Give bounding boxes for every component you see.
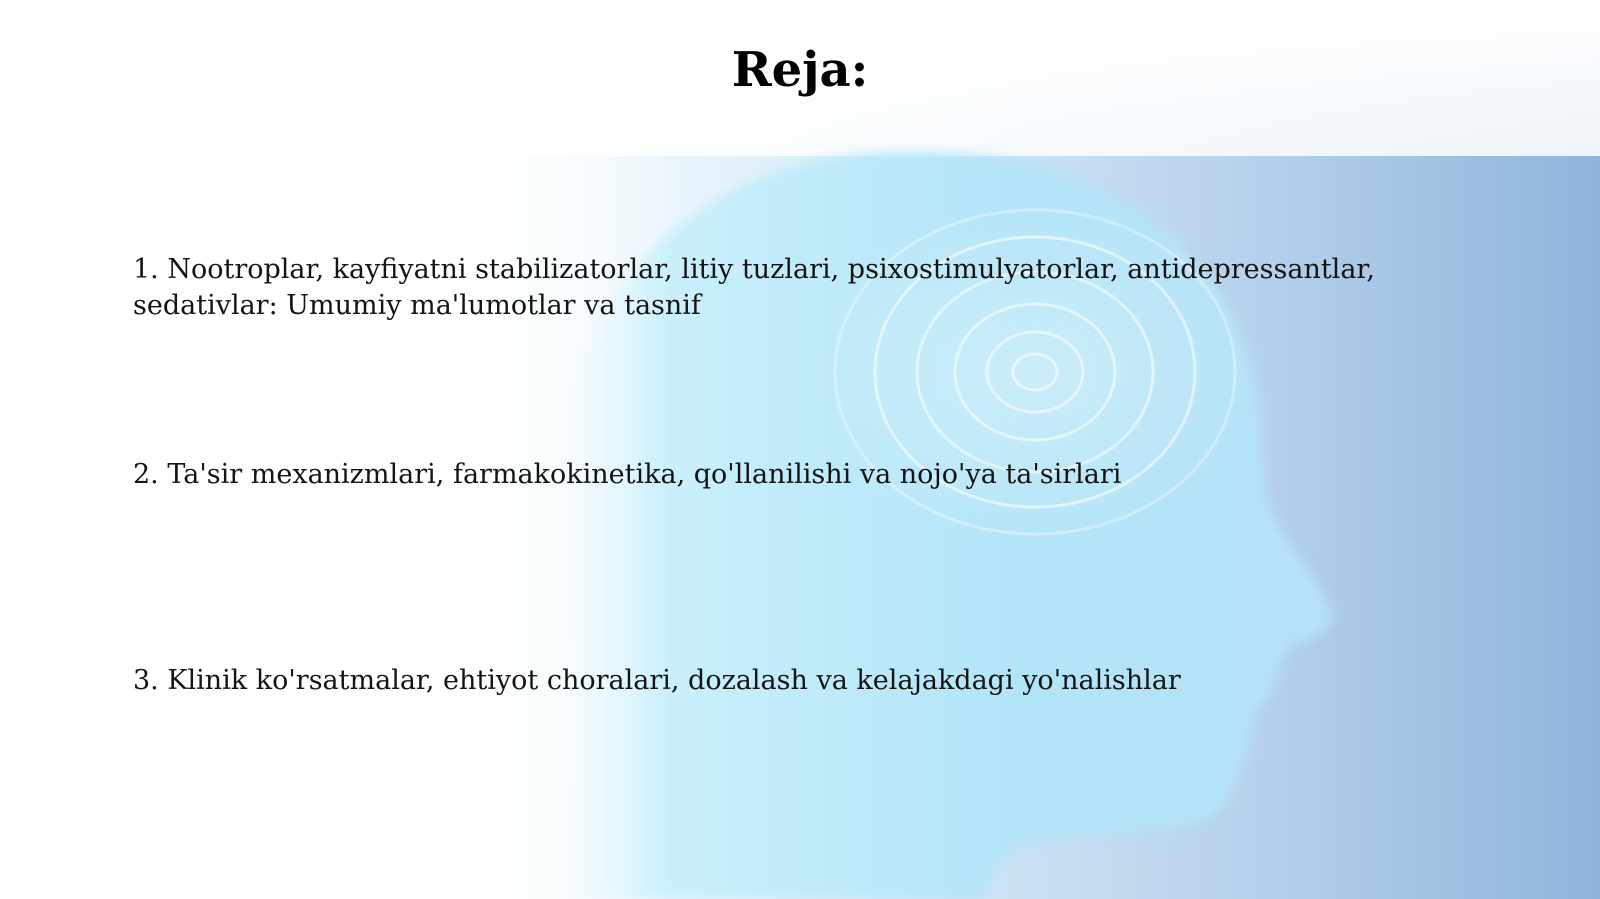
plan-item-3: 3. Klinik ko'rsatmalar, ehtiyot choralari, dozalash va kelajakdagi yo'nalishlar (133, 665, 1181, 696)
plan-item-2: 2. Ta'sir mexanizmlari, farmakokinetika, qo'llanilishi va nojo'ya ta'sirlari (133, 459, 1122, 490)
plan-item-1: 1. Nootroplar, kayfiyatni stabilizatorlar, litiy tuzlari, psixostimulyatorlar, antidepressantlar, sedativlar: Umumiy ma'lumotlar va tasnif (133, 254, 1375, 321)
slide-title: Reja: (731, 42, 869, 98)
